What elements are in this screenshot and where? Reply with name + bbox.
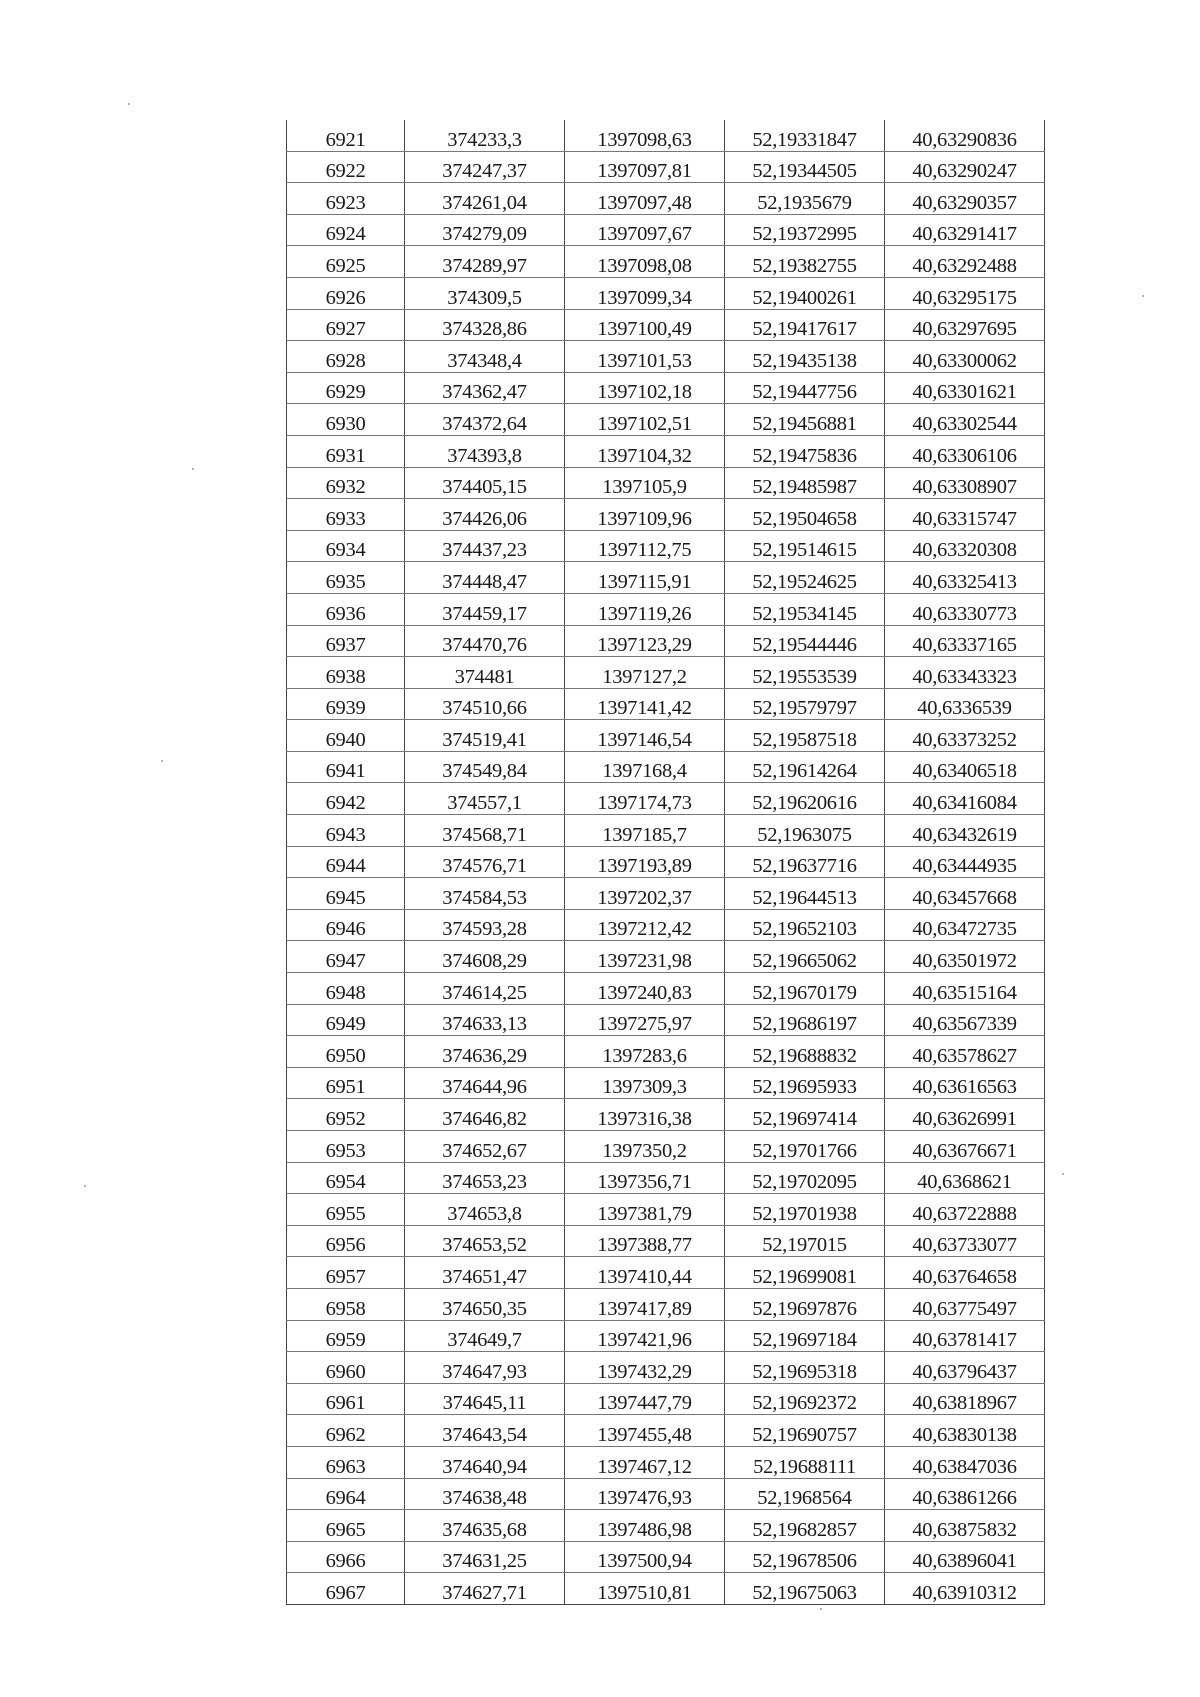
latitude-cell: 52,19688832 <box>725 1036 885 1068</box>
latitude-cell: 52,19485987 <box>725 467 885 499</box>
longitude-cell: 40,63764658 <box>885 1257 1045 1289</box>
x-coordinate-cell: 374470,76 <box>405 625 565 657</box>
y-coordinate-cell: 1397350,2 <box>565 1131 725 1163</box>
y-coordinate-cell: 1397455,48 <box>565 1415 725 1447</box>
x-coordinate-cell: 374652,67 <box>405 1131 565 1163</box>
longitude-cell: 40,63320308 <box>885 530 1045 562</box>
y-coordinate-cell: 1397275,97 <box>565 1004 725 1036</box>
latitude-cell: 52,19435138 <box>725 341 885 373</box>
x-coordinate-cell: 374608,29 <box>405 941 565 973</box>
longitude-cell: 40,63616563 <box>885 1067 1045 1099</box>
x-coordinate-cell: 374647,93 <box>405 1352 565 1384</box>
longitude-cell: 40,63315747 <box>885 499 1045 531</box>
table-row <box>287 1131 1045 1163</box>
point-number-cell: 6962 <box>287 1415 405 1447</box>
longitude-cell: 40,6336539 <box>885 688 1045 720</box>
latitude-cell: 52,19688111 <box>725 1446 885 1478</box>
y-coordinate-cell: 1397193,89 <box>565 846 725 878</box>
y-coordinate-cell: 1397432,29 <box>565 1352 725 1384</box>
table-row <box>287 1036 1045 1068</box>
table-row <box>287 625 1045 657</box>
latitude-cell: 52,19701938 <box>725 1194 885 1226</box>
longitude-cell: 40,63290247 <box>885 151 1045 183</box>
y-coordinate-cell: 1397185,7 <box>565 815 725 847</box>
point-number-cell: 6941 <box>287 751 405 783</box>
latitude-cell: 52,19514615 <box>725 530 885 562</box>
table-row <box>287 1194 1045 1226</box>
y-coordinate-cell: 1397123,29 <box>565 625 725 657</box>
point-number-cell: 6948 <box>287 973 405 1005</box>
y-coordinate-cell: 1397417,89 <box>565 1288 725 1320</box>
y-coordinate-cell: 1397127,2 <box>565 657 725 689</box>
table-row <box>287 1352 1045 1384</box>
x-coordinate-cell: 374279,09 <box>405 214 565 246</box>
longitude-cell: 40,63330773 <box>885 593 1045 625</box>
latitude-cell: 52,19678506 <box>725 1541 885 1573</box>
latitude-cell: 52,19587518 <box>725 720 885 752</box>
latitude-cell: 52,19544446 <box>725 625 885 657</box>
latitude-cell: 52,19637716 <box>725 846 885 878</box>
y-coordinate-cell: 1397500,94 <box>565 1541 725 1573</box>
y-coordinate-cell: 1397104,32 <box>565 435 725 467</box>
longitude-cell: 40,63733077 <box>885 1225 1045 1257</box>
point-number-cell: 6931 <box>287 435 405 467</box>
x-coordinate-cell: 374645,11 <box>405 1383 565 1415</box>
longitude-cell: 40,63626991 <box>885 1099 1045 1131</box>
x-coordinate-cell: 374638,48 <box>405 1478 565 1510</box>
x-coordinate-cell: 374309,5 <box>405 277 565 309</box>
longitude-cell: 40,63306106 <box>885 435 1045 467</box>
latitude-cell: 52,19701766 <box>725 1131 885 1163</box>
latitude-cell: 52,19504658 <box>725 499 885 531</box>
point-number-cell: 6946 <box>287 909 405 941</box>
table-row <box>287 846 1045 878</box>
y-coordinate-cell: 1397510,81 <box>565 1573 725 1605</box>
coordinates-table <box>286 120 1045 1605</box>
point-number-cell: 6959 <box>287 1320 405 1352</box>
y-coordinate-cell: 1397141,42 <box>565 688 725 720</box>
longitude-cell: 40,63308907 <box>885 467 1045 499</box>
longitude-cell: 40,63472735 <box>885 909 1045 941</box>
y-coordinate-cell: 1397467,12 <box>565 1446 725 1478</box>
x-coordinate-cell: 374557,1 <box>405 783 565 815</box>
scan-speck <box>84 1185 86 1187</box>
table-row <box>287 1415 1045 1447</box>
longitude-cell: 40,63373252 <box>885 720 1045 752</box>
table-row <box>287 1225 1045 1257</box>
longitude-cell: 40,63676671 <box>885 1131 1045 1163</box>
table-row <box>287 214 1045 246</box>
table-row <box>287 499 1045 531</box>
point-number-cell: 6957 <box>287 1257 405 1289</box>
y-coordinate-cell: 1397112,75 <box>565 530 725 562</box>
latitude-cell: 52,19344505 <box>725 151 885 183</box>
point-number-cell: 6949 <box>287 1004 405 1036</box>
longitude-cell: 40,63300062 <box>885 341 1045 373</box>
scan-speck <box>192 468 194 470</box>
y-coordinate-cell: 1397447,79 <box>565 1383 725 1415</box>
latitude-cell: 52,19456881 <box>725 404 885 436</box>
longitude-cell: 40,63910312 <box>885 1573 1045 1605</box>
table-row <box>287 277 1045 309</box>
latitude-cell: 52,19702095 <box>725 1162 885 1194</box>
table-row <box>287 1288 1045 1320</box>
latitude-cell: 52,19400261 <box>725 277 885 309</box>
x-coordinate-cell: 374348,4 <box>405 341 565 373</box>
x-coordinate-cell: 374646,82 <box>405 1099 565 1131</box>
y-coordinate-cell: 1397231,98 <box>565 941 725 973</box>
table-row <box>287 751 1045 783</box>
x-coordinate-cell: 374651,47 <box>405 1257 565 1289</box>
longitude-cell: 40,63416084 <box>885 783 1045 815</box>
y-coordinate-cell: 1397421,96 <box>565 1320 725 1352</box>
point-number-cell: 6943 <box>287 815 405 847</box>
point-number-cell: 6935 <box>287 562 405 594</box>
latitude-cell: 52,19697414 <box>725 1099 885 1131</box>
y-coordinate-cell: 1397476,93 <box>565 1478 725 1510</box>
point-number-cell: 6930 <box>287 404 405 436</box>
longitude-cell: 40,63295175 <box>885 277 1045 309</box>
x-coordinate-cell: 374635,68 <box>405 1510 565 1542</box>
coordinates-table-body <box>287 120 1045 1604</box>
x-coordinate-cell: 374631,25 <box>405 1541 565 1573</box>
longitude-cell: 40,63896041 <box>885 1541 1045 1573</box>
x-coordinate-cell: 374568,71 <box>405 815 565 847</box>
point-number-cell: 6932 <box>287 467 405 499</box>
table-row <box>287 372 1045 404</box>
y-coordinate-cell: 1397098,63 <box>565 120 725 151</box>
x-coordinate-cell: 374437,23 <box>405 530 565 562</box>
latitude-cell: 52,197015 <box>725 1225 885 1257</box>
x-coordinate-cell: 374393,8 <box>405 435 565 467</box>
y-coordinate-cell: 1397102,18 <box>565 372 725 404</box>
x-coordinate-cell: 374289,97 <box>405 246 565 278</box>
longitude-cell: 40,63301621 <box>885 372 1045 404</box>
x-coordinate-cell: 374510,66 <box>405 688 565 720</box>
point-number-cell: 6939 <box>287 688 405 720</box>
table-row <box>287 1573 1045 1605</box>
x-coordinate-cell: 374614,25 <box>405 973 565 1005</box>
latitude-cell: 52,19620616 <box>725 783 885 815</box>
point-number-cell: 6921 <box>287 120 405 151</box>
table-row <box>287 530 1045 562</box>
y-coordinate-cell: 1397168,4 <box>565 751 725 783</box>
table-row <box>287 1320 1045 1352</box>
y-coordinate-cell: 1397309,3 <box>565 1067 725 1099</box>
point-number-cell: 6956 <box>287 1225 405 1257</box>
x-coordinate-cell: 374233,3 <box>405 120 565 151</box>
table-row <box>287 1510 1045 1542</box>
latitude-cell: 52,19670179 <box>725 973 885 1005</box>
point-number-cell: 6952 <box>287 1099 405 1131</box>
point-number-cell: 6958 <box>287 1288 405 1320</box>
latitude-cell: 52,19644513 <box>725 878 885 910</box>
point-number-cell: 6934 <box>287 530 405 562</box>
latitude-cell: 52,19417617 <box>725 309 885 341</box>
point-number-cell: 6926 <box>287 277 405 309</box>
table-row <box>287 783 1045 815</box>
x-coordinate-cell: 374653,8 <box>405 1194 565 1226</box>
point-number-cell: 6954 <box>287 1162 405 1194</box>
y-coordinate-cell: 1397202,37 <box>565 878 725 910</box>
point-number-cell: 6922 <box>287 151 405 183</box>
y-coordinate-cell: 1397146,54 <box>565 720 725 752</box>
point-number-cell: 6923 <box>287 183 405 215</box>
longitude-cell: 40,63781417 <box>885 1320 1045 1352</box>
longitude-cell: 40,63432619 <box>885 815 1045 847</box>
longitude-cell: 40,63337165 <box>885 625 1045 657</box>
table-row <box>287 1067 1045 1099</box>
longitude-cell: 40,63302544 <box>885 404 1045 436</box>
y-coordinate-cell: 1397486,98 <box>565 1510 725 1542</box>
x-coordinate-cell: 374247,37 <box>405 151 565 183</box>
longitude-cell: 40,63291417 <box>885 214 1045 246</box>
y-coordinate-cell: 1397316,38 <box>565 1099 725 1131</box>
table-row <box>287 1099 1045 1131</box>
latitude-cell: 52,19447756 <box>725 372 885 404</box>
x-coordinate-cell: 374481 <box>405 657 565 689</box>
point-number-cell: 6961 <box>287 1383 405 1415</box>
x-coordinate-cell: 374362,47 <box>405 372 565 404</box>
point-number-cell: 6960 <box>287 1352 405 1384</box>
latitude-cell: 52,19331847 <box>725 120 885 151</box>
x-coordinate-cell: 374649,7 <box>405 1320 565 1352</box>
longitude-cell: 40,63457668 <box>885 878 1045 910</box>
scan-speck <box>128 103 130 105</box>
point-number-cell: 6937 <box>287 625 405 657</box>
x-coordinate-cell: 374636,29 <box>405 1036 565 1068</box>
scan-speck <box>1062 1173 1064 1175</box>
latitude-cell: 52,19695318 <box>725 1352 885 1384</box>
latitude-cell: 52,19690757 <box>725 1415 885 1447</box>
point-number-cell: 6955 <box>287 1194 405 1226</box>
table-row <box>287 183 1045 215</box>
latitude-cell: 52,19475836 <box>725 435 885 467</box>
x-coordinate-cell: 374459,17 <box>405 593 565 625</box>
latitude-cell: 52,19652103 <box>725 909 885 941</box>
table-row <box>287 151 1045 183</box>
longitude-cell: 40,6368621 <box>885 1162 1045 1194</box>
latitude-cell: 52,19665062 <box>725 941 885 973</box>
longitude-cell: 40,63847036 <box>885 1446 1045 1478</box>
y-coordinate-cell: 1397381,79 <box>565 1194 725 1226</box>
point-number-cell: 6938 <box>287 657 405 689</box>
x-coordinate-cell: 374653,52 <box>405 1225 565 1257</box>
latitude-cell: 52,19534145 <box>725 593 885 625</box>
longitude-cell: 40,63830138 <box>885 1415 1045 1447</box>
point-number-cell: 6942 <box>287 783 405 815</box>
table-row <box>287 1383 1045 1415</box>
x-coordinate-cell: 374643,54 <box>405 1415 565 1447</box>
scan-speck <box>161 760 163 762</box>
x-coordinate-cell: 374576,71 <box>405 846 565 878</box>
table-row <box>287 404 1045 436</box>
latitude-cell: 52,19699081 <box>725 1257 885 1289</box>
point-number-cell: 6936 <box>287 593 405 625</box>
point-number-cell: 6964 <box>287 1478 405 1510</box>
point-number-cell: 6963 <box>287 1446 405 1478</box>
x-coordinate-cell: 374650,35 <box>405 1288 565 1320</box>
latitude-cell: 52,19382755 <box>725 246 885 278</box>
table-row <box>287 435 1045 467</box>
x-coordinate-cell: 374448,47 <box>405 562 565 594</box>
point-number-cell: 6933 <box>287 499 405 531</box>
x-coordinate-cell: 374644,96 <box>405 1067 565 1099</box>
point-number-cell: 6927 <box>287 309 405 341</box>
scan-speck <box>1142 295 1144 297</box>
table-row <box>287 1446 1045 1478</box>
longitude-cell: 40,63290836 <box>885 120 1045 151</box>
longitude-cell: 40,63501972 <box>885 941 1045 973</box>
x-coordinate-cell: 374261,04 <box>405 183 565 215</box>
table-row <box>287 657 1045 689</box>
longitude-cell: 40,63578627 <box>885 1036 1045 1068</box>
table-row <box>287 941 1045 973</box>
point-number-cell: 6951 <box>287 1067 405 1099</box>
latitude-cell: 52,19697184 <box>725 1320 885 1352</box>
table-row <box>287 341 1045 373</box>
y-coordinate-cell: 1397097,81 <box>565 151 725 183</box>
point-number-cell: 6947 <box>287 941 405 973</box>
longitude-cell: 40,63292488 <box>885 246 1045 278</box>
scan-speck <box>820 1608 822 1610</box>
latitude-cell: 52,19695933 <box>725 1067 885 1099</box>
y-coordinate-cell: 1397115,91 <box>565 562 725 594</box>
table-row <box>287 1162 1045 1194</box>
latitude-cell: 52,19682857 <box>725 1510 885 1542</box>
longitude-cell: 40,63861266 <box>885 1478 1045 1510</box>
latitude-cell: 52,19553539 <box>725 657 885 689</box>
table-row <box>287 1004 1045 1036</box>
latitude-cell: 52,19579797 <box>725 688 885 720</box>
table-row <box>287 909 1045 941</box>
x-coordinate-cell: 374627,71 <box>405 1573 565 1605</box>
table-row <box>287 1541 1045 1573</box>
y-coordinate-cell: 1397100,49 <box>565 309 725 341</box>
x-coordinate-cell: 374405,15 <box>405 467 565 499</box>
latitude-cell: 52,19614264 <box>725 751 885 783</box>
latitude-cell: 52,1963075 <box>725 815 885 847</box>
longitude-cell: 40,63722888 <box>885 1194 1045 1226</box>
point-number-cell: 6944 <box>287 846 405 878</box>
longitude-cell: 40,63406518 <box>885 751 1045 783</box>
point-number-cell: 6924 <box>287 214 405 246</box>
point-number-cell: 6967 <box>287 1573 405 1605</box>
table-row <box>287 562 1045 594</box>
point-number-cell: 6953 <box>287 1131 405 1163</box>
y-coordinate-cell: 1397119,26 <box>565 593 725 625</box>
table-row <box>287 309 1045 341</box>
x-coordinate-cell: 374549,84 <box>405 751 565 783</box>
point-number-cell: 6945 <box>287 878 405 910</box>
x-coordinate-cell: 374328,86 <box>405 309 565 341</box>
table-row <box>287 973 1045 1005</box>
latitude-cell: 52,19372995 <box>725 214 885 246</box>
table-row <box>287 1257 1045 1289</box>
y-coordinate-cell: 1397097,67 <box>565 214 725 246</box>
longitude-cell: 40,63796437 <box>885 1352 1045 1384</box>
longitude-cell: 40,63567339 <box>885 1004 1045 1036</box>
y-coordinate-cell: 1397101,53 <box>565 341 725 373</box>
longitude-cell: 40,63875832 <box>885 1510 1045 1542</box>
longitude-cell: 40,63818967 <box>885 1383 1045 1415</box>
x-coordinate-cell: 374584,53 <box>405 878 565 910</box>
point-number-cell: 6929 <box>287 372 405 404</box>
table-row <box>287 1478 1045 1510</box>
longitude-cell: 40,63325413 <box>885 562 1045 594</box>
table-row <box>287 878 1045 910</box>
y-coordinate-cell: 1397109,96 <box>565 499 725 531</box>
x-coordinate-cell: 374640,94 <box>405 1446 565 1478</box>
y-coordinate-cell: 1397174,73 <box>565 783 725 815</box>
x-coordinate-cell: 374653,23 <box>405 1162 565 1194</box>
y-coordinate-cell: 1397102,51 <box>565 404 725 436</box>
table-row <box>287 467 1045 499</box>
point-number-cell: 6940 <box>287 720 405 752</box>
table-row <box>287 120 1045 151</box>
latitude-cell: 52,19697876 <box>725 1288 885 1320</box>
x-coordinate-cell: 374519,41 <box>405 720 565 752</box>
point-number-cell: 6928 <box>287 341 405 373</box>
y-coordinate-cell: 1397410,44 <box>565 1257 725 1289</box>
longitude-cell: 40,63290357 <box>885 183 1045 215</box>
point-number-cell: 6950 <box>287 1036 405 1068</box>
x-coordinate-cell: 374426,06 <box>405 499 565 531</box>
point-number-cell: 6925 <box>287 246 405 278</box>
longitude-cell: 40,63444935 <box>885 846 1045 878</box>
x-coordinate-cell: 374633,13 <box>405 1004 565 1036</box>
table-row <box>287 246 1045 278</box>
y-coordinate-cell: 1397240,83 <box>565 973 725 1005</box>
y-coordinate-cell: 1397097,48 <box>565 183 725 215</box>
table-row <box>287 593 1045 625</box>
table-row <box>287 815 1045 847</box>
latitude-cell: 52,19675063 <box>725 1573 885 1605</box>
y-coordinate-cell: 1397105,9 <box>565 467 725 499</box>
latitude-cell: 52,19686197 <box>725 1004 885 1036</box>
longitude-cell: 40,63775497 <box>885 1288 1045 1320</box>
latitude-cell: 52,1968564 <box>725 1478 885 1510</box>
y-coordinate-cell: 1397099,34 <box>565 277 725 309</box>
point-number-cell: 6965 <box>287 1510 405 1542</box>
y-coordinate-cell: 1397388,77 <box>565 1225 725 1257</box>
longitude-cell: 40,63515164 <box>885 973 1045 1005</box>
latitude-cell: 52,19692372 <box>725 1383 885 1415</box>
y-coordinate-cell: 1397212,42 <box>565 909 725 941</box>
y-coordinate-cell: 1397356,71 <box>565 1162 725 1194</box>
y-coordinate-cell: 1397283,6 <box>565 1036 725 1068</box>
latitude-cell: 52,19524625 <box>725 562 885 594</box>
longitude-cell: 40,63343323 <box>885 657 1045 689</box>
x-coordinate-cell: 374593,28 <box>405 909 565 941</box>
table-row <box>287 688 1045 720</box>
x-coordinate-cell: 374372,64 <box>405 404 565 436</box>
latitude-cell: 52,1935679 <box>725 183 885 215</box>
y-coordinate-cell: 1397098,08 <box>565 246 725 278</box>
table-row <box>287 720 1045 752</box>
point-number-cell: 6966 <box>287 1541 405 1573</box>
longitude-cell: 40,63297695 <box>885 309 1045 341</box>
